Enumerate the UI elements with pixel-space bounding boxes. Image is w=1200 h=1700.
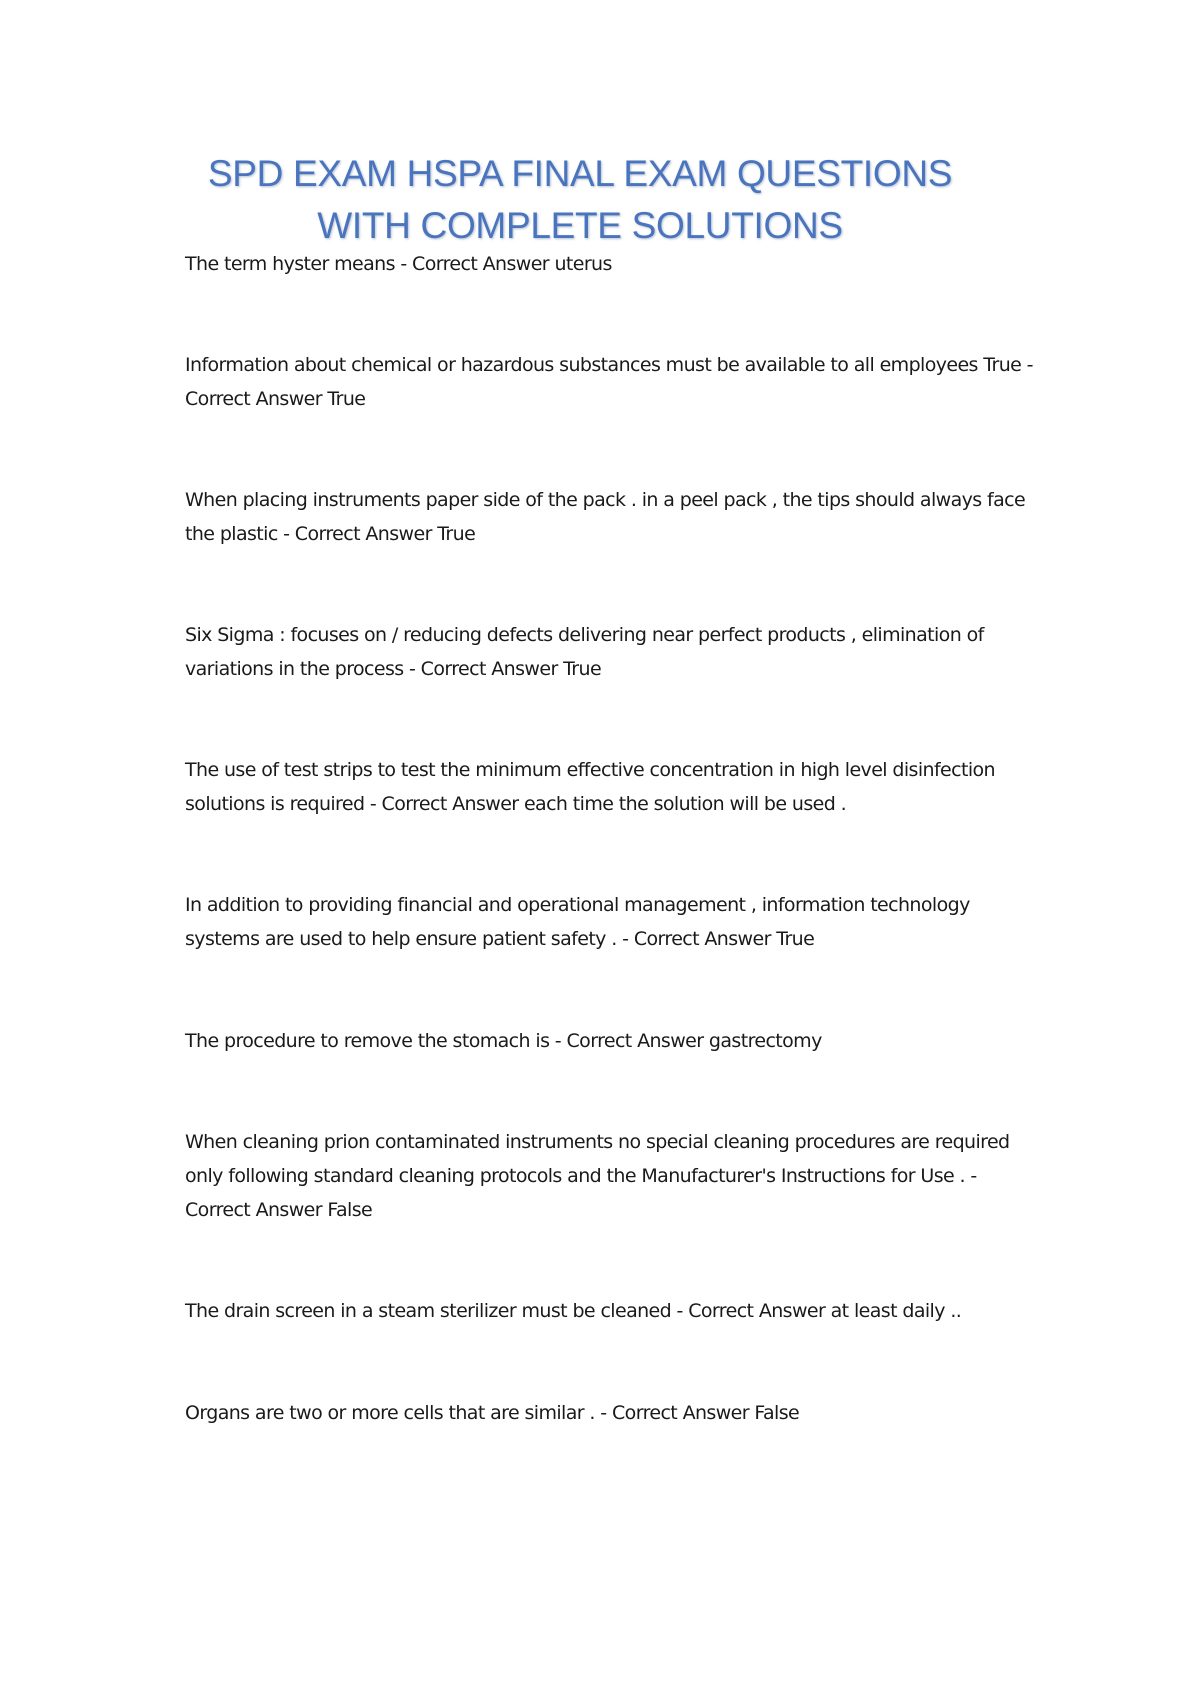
qa-item-10: Organs are two or more cells that are similar . - Correct Answer False bbox=[185, 1402, 800, 1424]
qa-item-5: The use of test strips to test the minimum effective concentration in high level disinfection solutions is required - Correct Answer each time the solution will be used . bbox=[185, 759, 995, 815]
qa-item-7: The procedure to remove the stomach is - Correct Answer gastrectomy bbox=[185, 1030, 822, 1052]
qa-item-6: In addition to providing financial and operational management , information technology systems are used to help ensure patient safety . - Correct Answer True bbox=[185, 894, 970, 950]
qa-item-2: Information about chemical or hazardous substances must be available to all employees True - Correct Answer True bbox=[185, 354, 1033, 410]
title-line-1: SPD EXAM HSPA FINAL EXAM QUESTIONS bbox=[207, 153, 953, 194]
document-title bbox=[0, 148, 1160, 252]
qa-item-1: The term hyster means - Correct Answer uterus bbox=[185, 253, 612, 275]
qa-item-8: When cleaning prion contaminated instruments no special cleaning procedures are required only following standard cleaning protocols and the Manufacturer's Instructions for Use . - Correct Answer False bbox=[185, 1131, 1010, 1221]
title-line-2: WITH COMPLETE SOLUTIONS bbox=[317, 205, 843, 246]
qa-item-9: The drain screen in a steam sterilizer must be cleaned - Correct Answer at least daily .. bbox=[185, 1300, 962, 1322]
qa-item-3: When placing instruments paper side of the pack . in a peel pack , the tips should always face the plastic - Correct Answer True bbox=[185, 489, 1026, 545]
qa-item-4: Six Sigma : focuses on / reducing defects delivering near perfect products , elimination of variations in the process - Correct Answer True bbox=[185, 624, 984, 680]
